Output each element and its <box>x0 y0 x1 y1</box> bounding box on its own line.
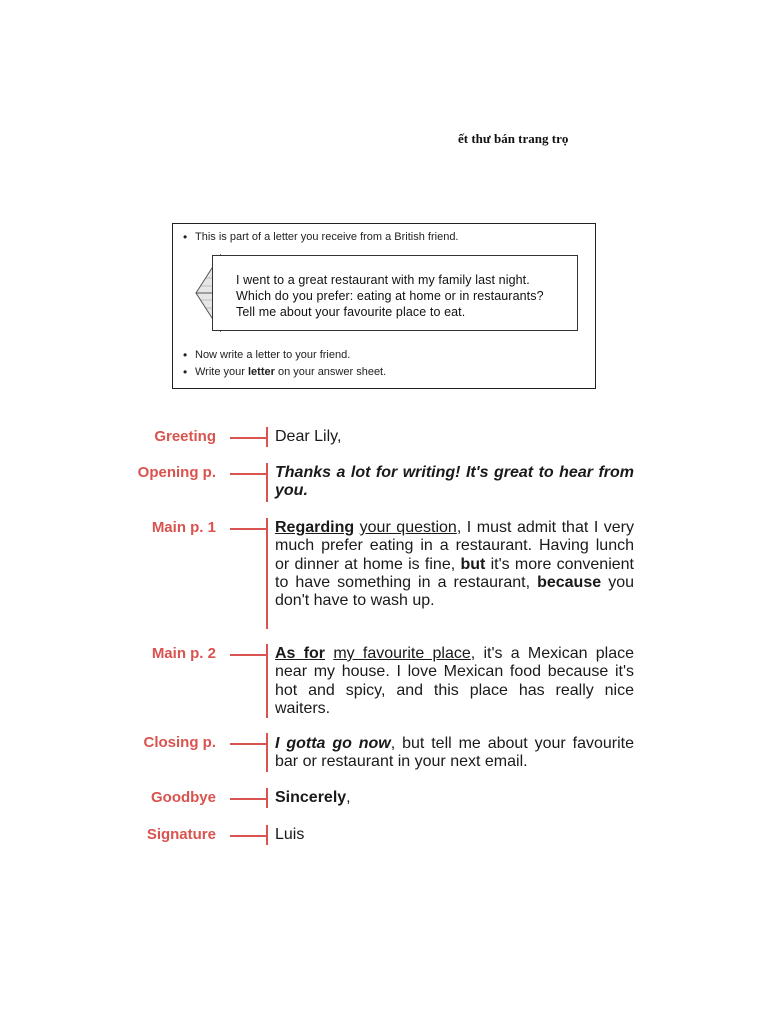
greeting-bracket <box>266 427 268 447</box>
main2-bracket <box>266 644 268 718</box>
goodbye-bracket <box>266 788 268 808</box>
letter-line-2: Which do you prefer: eating at home or in restaurants? <box>236 289 544 303</box>
page-header-title: ết thư bán trang trọ <box>458 131 569 146</box>
task-bullet-2: • Now write a letter to your friend. <box>195 349 350 361</box>
main2-text: As for my favourite place, it's a Mexican place near my house. I love Mexican food because it's hot and spicy, and this place has really nice waiters. <box>275 645 634 717</box>
task-bullet-1: • This is part of a letter you receive from a British friend. <box>195 231 459 243</box>
main1-text: Regarding your question, I must admit that I very much prefer eating in a restaurant. Having lunch or dinner at home is fine, but it's more convenient to have something in a restaurant, because you don't have to wash up. <box>275 519 635 610</box>
opening-connector <box>230 473 267 475</box>
signature-label: Signature <box>146 826 216 843</box>
closing-bracket <box>266 733 268 772</box>
main1-connector <box>230 528 267 530</box>
friend-letter-excerpt <box>212 255 578 331</box>
closing-connector <box>230 743 267 745</box>
main2-label: Main p. 2 <box>151 645 216 662</box>
opening-bracket <box>266 463 268 502</box>
main2-connector <box>230 654 267 656</box>
goodbye-connector <box>230 798 267 800</box>
signature-connector <box>230 835 267 837</box>
closing-label: Closing p. <box>143 734 216 751</box>
signature-bracket <box>266 825 268 845</box>
closing-text: I gotta go now, but tell me about your favourite bar or restaurant in your next email. <box>275 735 635 771</box>
greeting-connector <box>230 437 267 439</box>
main1-label: Main p. 1 <box>151 519 216 536</box>
letter-line-3: Tell me about your favourite place to eat. <box>236 305 466 319</box>
task-bullet-3: • Write your letter on your answer sheet. <box>195 366 386 378</box>
opening-label: Opening p. <box>137 464 216 481</box>
signature-text: Luis <box>275 826 305 843</box>
task-box <box>172 223 596 389</box>
goodbye-text: Sincerely, <box>275 789 351 806</box>
greeting-label: Greeting <box>154 428 216 445</box>
greeting-text: Dear Lily, <box>275 428 342 445</box>
goodbye-label: Goodbye <box>150 789 216 806</box>
main1-bracket <box>266 518 268 629</box>
letter-line-1: I went to a great restaurant with my family last night. <box>236 273 530 287</box>
opening-text: Thanks a lot for writing! It's great to hear from you. <box>275 464 634 500</box>
